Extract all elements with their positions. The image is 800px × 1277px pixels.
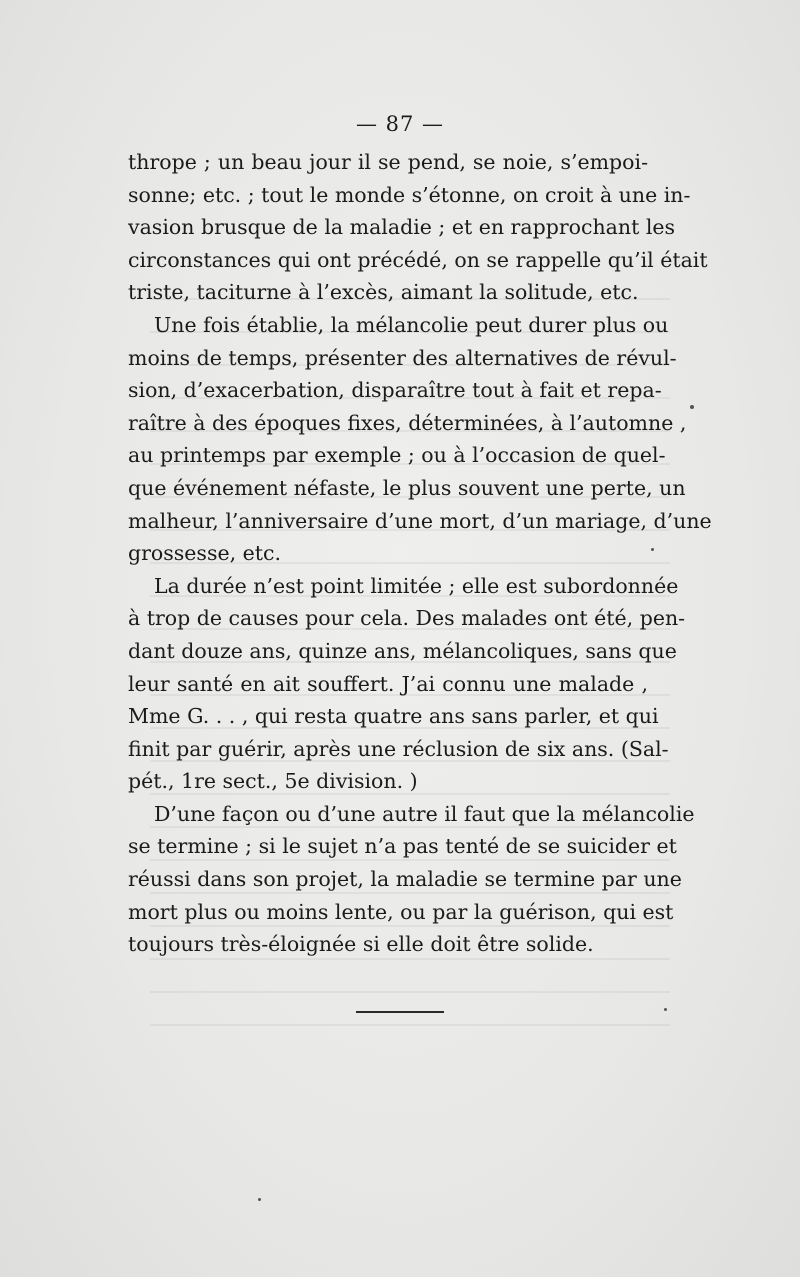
text-line: triste, taciturne à l’excès, aimant la solitude, etc.	[128, 280, 639, 305]
text-line: thrope ; un beau jour il se pend, se noie, s’empoi-	[128, 150, 648, 174]
page-number: — 87 —	[355, 112, 445, 136]
text-line: Une fois établie, la mélancolie peut durer plus ou	[154, 312, 669, 337]
ink-speck	[258, 1198, 261, 1201]
text-line: mort plus ou moins lente, ou par la guérison, qui est	[128, 899, 674, 924]
text-line: pét., 1re sect., 5e division. )	[128, 769, 418, 794]
ink-speck	[651, 548, 654, 551]
text-line: La durée n’est point limitée ; elle est subordonnée	[154, 573, 679, 598]
text-line: D’une façon ou d’une autre il faut que la mélancolie	[154, 801, 695, 826]
text-line: à trop de causes pour cela. Des malades ont été, pen-	[128, 606, 686, 631]
text-line: leur santé en ait souffert. J’ai connu une malade ,	[128, 671, 648, 696]
body-text	[128, 146, 712, 961]
text-line: réussi dans son projet, la maladie se termine par une	[128, 867, 682, 892]
text-line: vasion brusque de la maladie ; et en rapprochant les	[128, 215, 676, 240]
text-line: se termine ; si le sujet n’a pas tenté de se suicider et	[128, 834, 677, 859]
text-line: finit par guérir, après une réclusion de six ans. (Sal-	[128, 736, 669, 761]
text-line: circonstances qui ont précédé, on se rappelle qu’il était	[128, 247, 708, 272]
ink-speck	[664, 1008, 667, 1011]
text-line: sonne; etc. ; tout le monde s’étonne, on croit à une in-	[128, 182, 691, 207]
text-line: raître à des époques fixes, déterminées, à l’automne ,	[128, 410, 687, 435]
text-line: au printemps par exemple ; ou à l’occasion de quel-	[128, 443, 666, 468]
ink-speck	[690, 405, 694, 409]
text-line: sion, d’exacerbation, disparaître tout à fait et repa-	[128, 378, 662, 403]
text-line: malheur, l’anniversaire d’une mort, d’un mariage, d’une	[128, 508, 712, 533]
section-divider	[356, 1011, 444, 1013]
text-line: toujours très-éloignée si elle doit être solide.	[128, 932, 594, 957]
text-line: moins de temps, présenter des alternatives de révul-	[128, 345, 677, 370]
text-line: que événement néfaste, le plus souvent une perte, un	[128, 475, 686, 500]
text-line: grossesse, etc.	[128, 541, 282, 566]
text-line: dant douze ans, quinze ans, mélancoliques, sans que	[128, 638, 677, 663]
text-line: Mme G. . . , qui resta quatre ans sans parler, et qui	[128, 704, 659, 729]
